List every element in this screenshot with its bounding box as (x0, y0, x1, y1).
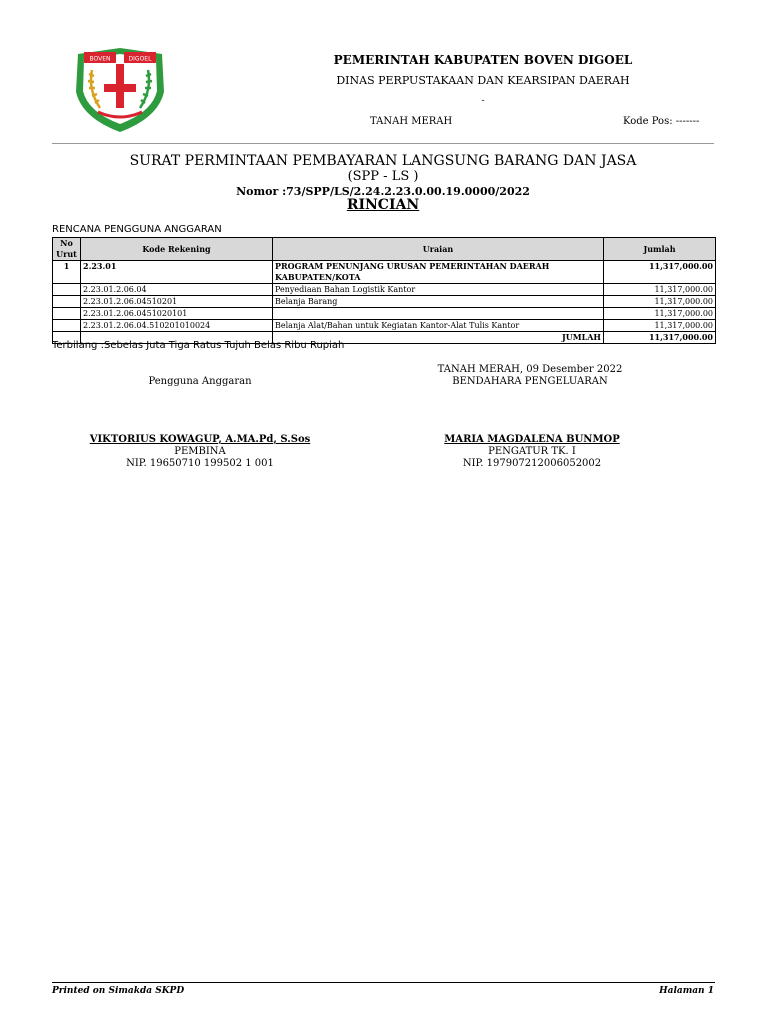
row-uraian: Belanja Alat/Bahan untuk Kegiatan Kantor-Alat Tulis Kantor (273, 320, 604, 332)
left-signer-name: VIKTORIUS KOWAGUP, A.MA.Pd, S.Sos (89, 434, 311, 445)
total-label: JUMLAH (273, 332, 604, 344)
row-kode: 2.23.01.2.06.0451020101 (81, 308, 273, 320)
row-uraian (273, 308, 604, 320)
right-signer-name: MARIA MAGDALENA BUNMOP (444, 434, 620, 445)
government-name: PEMERINTAH KABUPATEN BOVEN DIGOEL (333, 53, 633, 67)
section-label: RENCANA PENGGUNA ANGGARAN (52, 224, 222, 235)
right-signature-block (382, 434, 682, 470)
budget-table (52, 237, 716, 344)
svg-text:BOVEN: BOVEN (89, 55, 111, 63)
row-kode: 2.23.01 (81, 261, 273, 284)
header-kode: Kode Rekening (81, 238, 273, 261)
svg-text:DIGOEL: DIGOEL (128, 55, 152, 63)
header-jumlah: Jumlah (604, 238, 716, 261)
row-no (53, 320, 81, 332)
header-uraian: Uraian (273, 238, 604, 261)
table-row (53, 261, 716, 284)
table-row (53, 284, 716, 296)
document-number: Nomor :73/SPP/LS/2.24.2.23.0.00.19.0000/2022 (236, 185, 530, 198)
header-dash: - (481, 96, 485, 106)
signature-date: TANAH MERAH, 09 Desember 2022 (437, 364, 623, 375)
total-value: 11,317,000.00 (604, 332, 716, 344)
header-divider (52, 143, 714, 144)
left-signer-rank: PEMBINA (174, 446, 226, 457)
right-signer-rank: PENGATUR TK. I (488, 446, 576, 457)
row-jumlah: 11,317,000.00 (604, 308, 716, 320)
left-signer-role: Pengguna Anggaran (148, 376, 252, 387)
row-jumlah: 11,317,000.00 (604, 284, 716, 296)
page-number: Halaman 1 (659, 986, 714, 996)
row-jumlah: 11,317,000.00 (604, 296, 716, 308)
row-uraian: PROGRAM PENUNJANG URUSAN PEMERINTAHAN DAERAH KABUPATEN/KOTA (273, 261, 604, 284)
printed-on: Printed on Simakda SKPD (52, 986, 185, 996)
row-kode: 2.23.01.2.06.04.510201010024 (81, 320, 273, 332)
header-no: No Urut (53, 238, 81, 261)
row-no (53, 284, 81, 296)
left-signer-nip: NIP. 19650710 199502 1 001 (126, 458, 274, 469)
document-title: SURAT PERMINTAAN PEMBAYARAN LANGSUNG BARANG DAN JASA (129, 153, 637, 169)
right-signer-nip: NIP. 197907212006052002 (462, 458, 602, 469)
table-row (53, 320, 716, 332)
row-no (53, 296, 81, 308)
boven-digoel-emblem (70, 46, 170, 134)
footer-divider (52, 982, 715, 983)
agency-name: DINAS PERPUSTAKAAN DAN KEARSIPAN DAERAH (336, 74, 630, 87)
left-signature-block (60, 434, 340, 470)
row-kode: 2.23.01.2.06.04510201 (81, 296, 273, 308)
row-no: 1 (53, 261, 81, 284)
header-city: TANAH MERAH (370, 116, 453, 127)
row-kode: 2.23.01.2.06.04 (81, 284, 273, 296)
row-jumlah: 11,317,000.00 (604, 320, 716, 332)
rincian-heading: RINCIAN (346, 197, 420, 213)
row-no (53, 308, 81, 320)
row-uraian: Belanja Barang (273, 296, 604, 308)
postal-code: Kode Pos: ------- (623, 116, 700, 127)
row-jumlah: 11,317,000.00 (604, 261, 716, 284)
row-uraian: Penyediaan Bahan Logistik Kantor (273, 284, 604, 296)
table-row (53, 296, 716, 308)
document-subtitle: (SPP - LS ) (347, 169, 419, 184)
right-signer-role: BENDAHARA PENGELUARAN (452, 376, 608, 387)
amount-in-words: Terbilang :Sebelas Juta Tiga Ratus Tujuh Belas Ribu Rupiah (52, 340, 345, 351)
table-row (53, 308, 716, 320)
